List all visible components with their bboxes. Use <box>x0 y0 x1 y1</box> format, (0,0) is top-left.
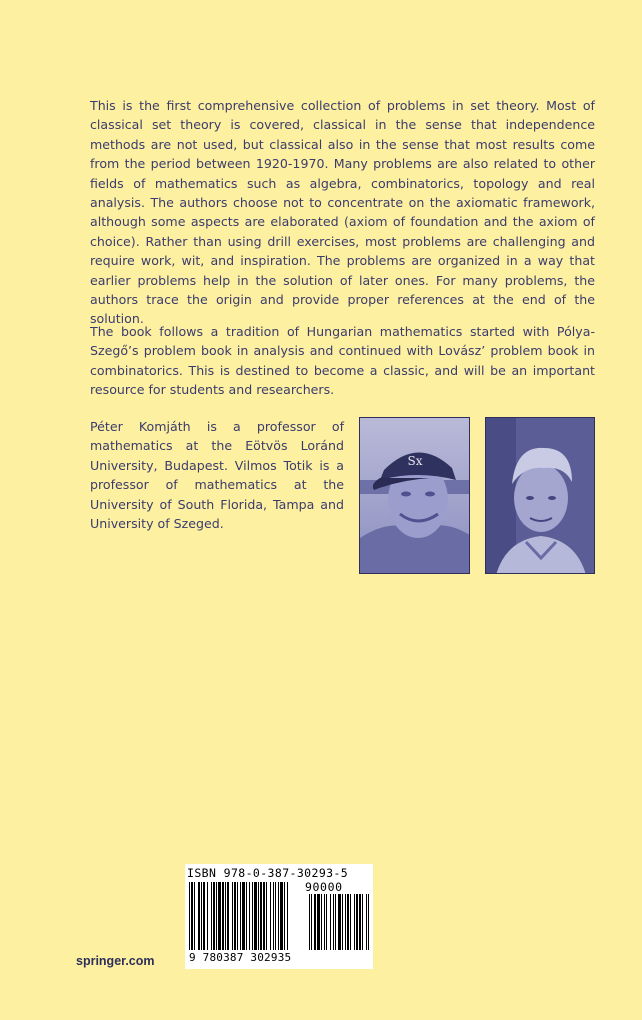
barcode-digits: 9 780387 302935 <box>189 951 292 964</box>
description-paragraph-1: This is the first comprehensive collection of problems in set theory. Most of classical set theory is covered, classical in the sense that independence methods are not used, but classical also in the sense that most results come from the period between 1920-1970. Many problems are also related to other fields of mathematics such as algebra, combinatorics, topology and real analysis. The authors choose not to concentrate on the axiomatic framework, although some aspects are elaborated (axiom of foundation and the axiom of choice). Rather than using drill exercises, most problems are challenging and require work, wit, and inspiration. The problems are organized in a way that earlier problems help in the solution of later ones. For many problems, the authors trace the origin and provide proper references at the end of the solution. <box>90 98 595 327</box>
author-bio: Péter Komjáth is a professor of mathematics at the Eötvös Loránd University, Budapest. Vilmos Totik is a professor of mathematics at the University of South Florida, Tampa and University of Szeged. <box>90 419 344 532</box>
isbn-text: ISBN 978-0-387-30293-5 <box>187 866 349 880</box>
svg-text:Sx: Sx <box>407 454 423 468</box>
author-photo-komjath <box>359 417 470 574</box>
isbn-barcode <box>185 864 373 969</box>
author-photo-totik <box>485 417 595 574</box>
price-code: 90000 <box>305 880 343 894</box>
description-paragraph-2: The book follows a tradition of Hungarian mathematics started with Pólya-Szegő’s problem book in analysis and continued with Lovász’ problem book in combinatorics. This is destined to become a classic, and will be an important resource for students and researchers. <box>90 324 595 398</box>
publisher-url[interactable]: springer.com <box>76 954 155 968</box>
